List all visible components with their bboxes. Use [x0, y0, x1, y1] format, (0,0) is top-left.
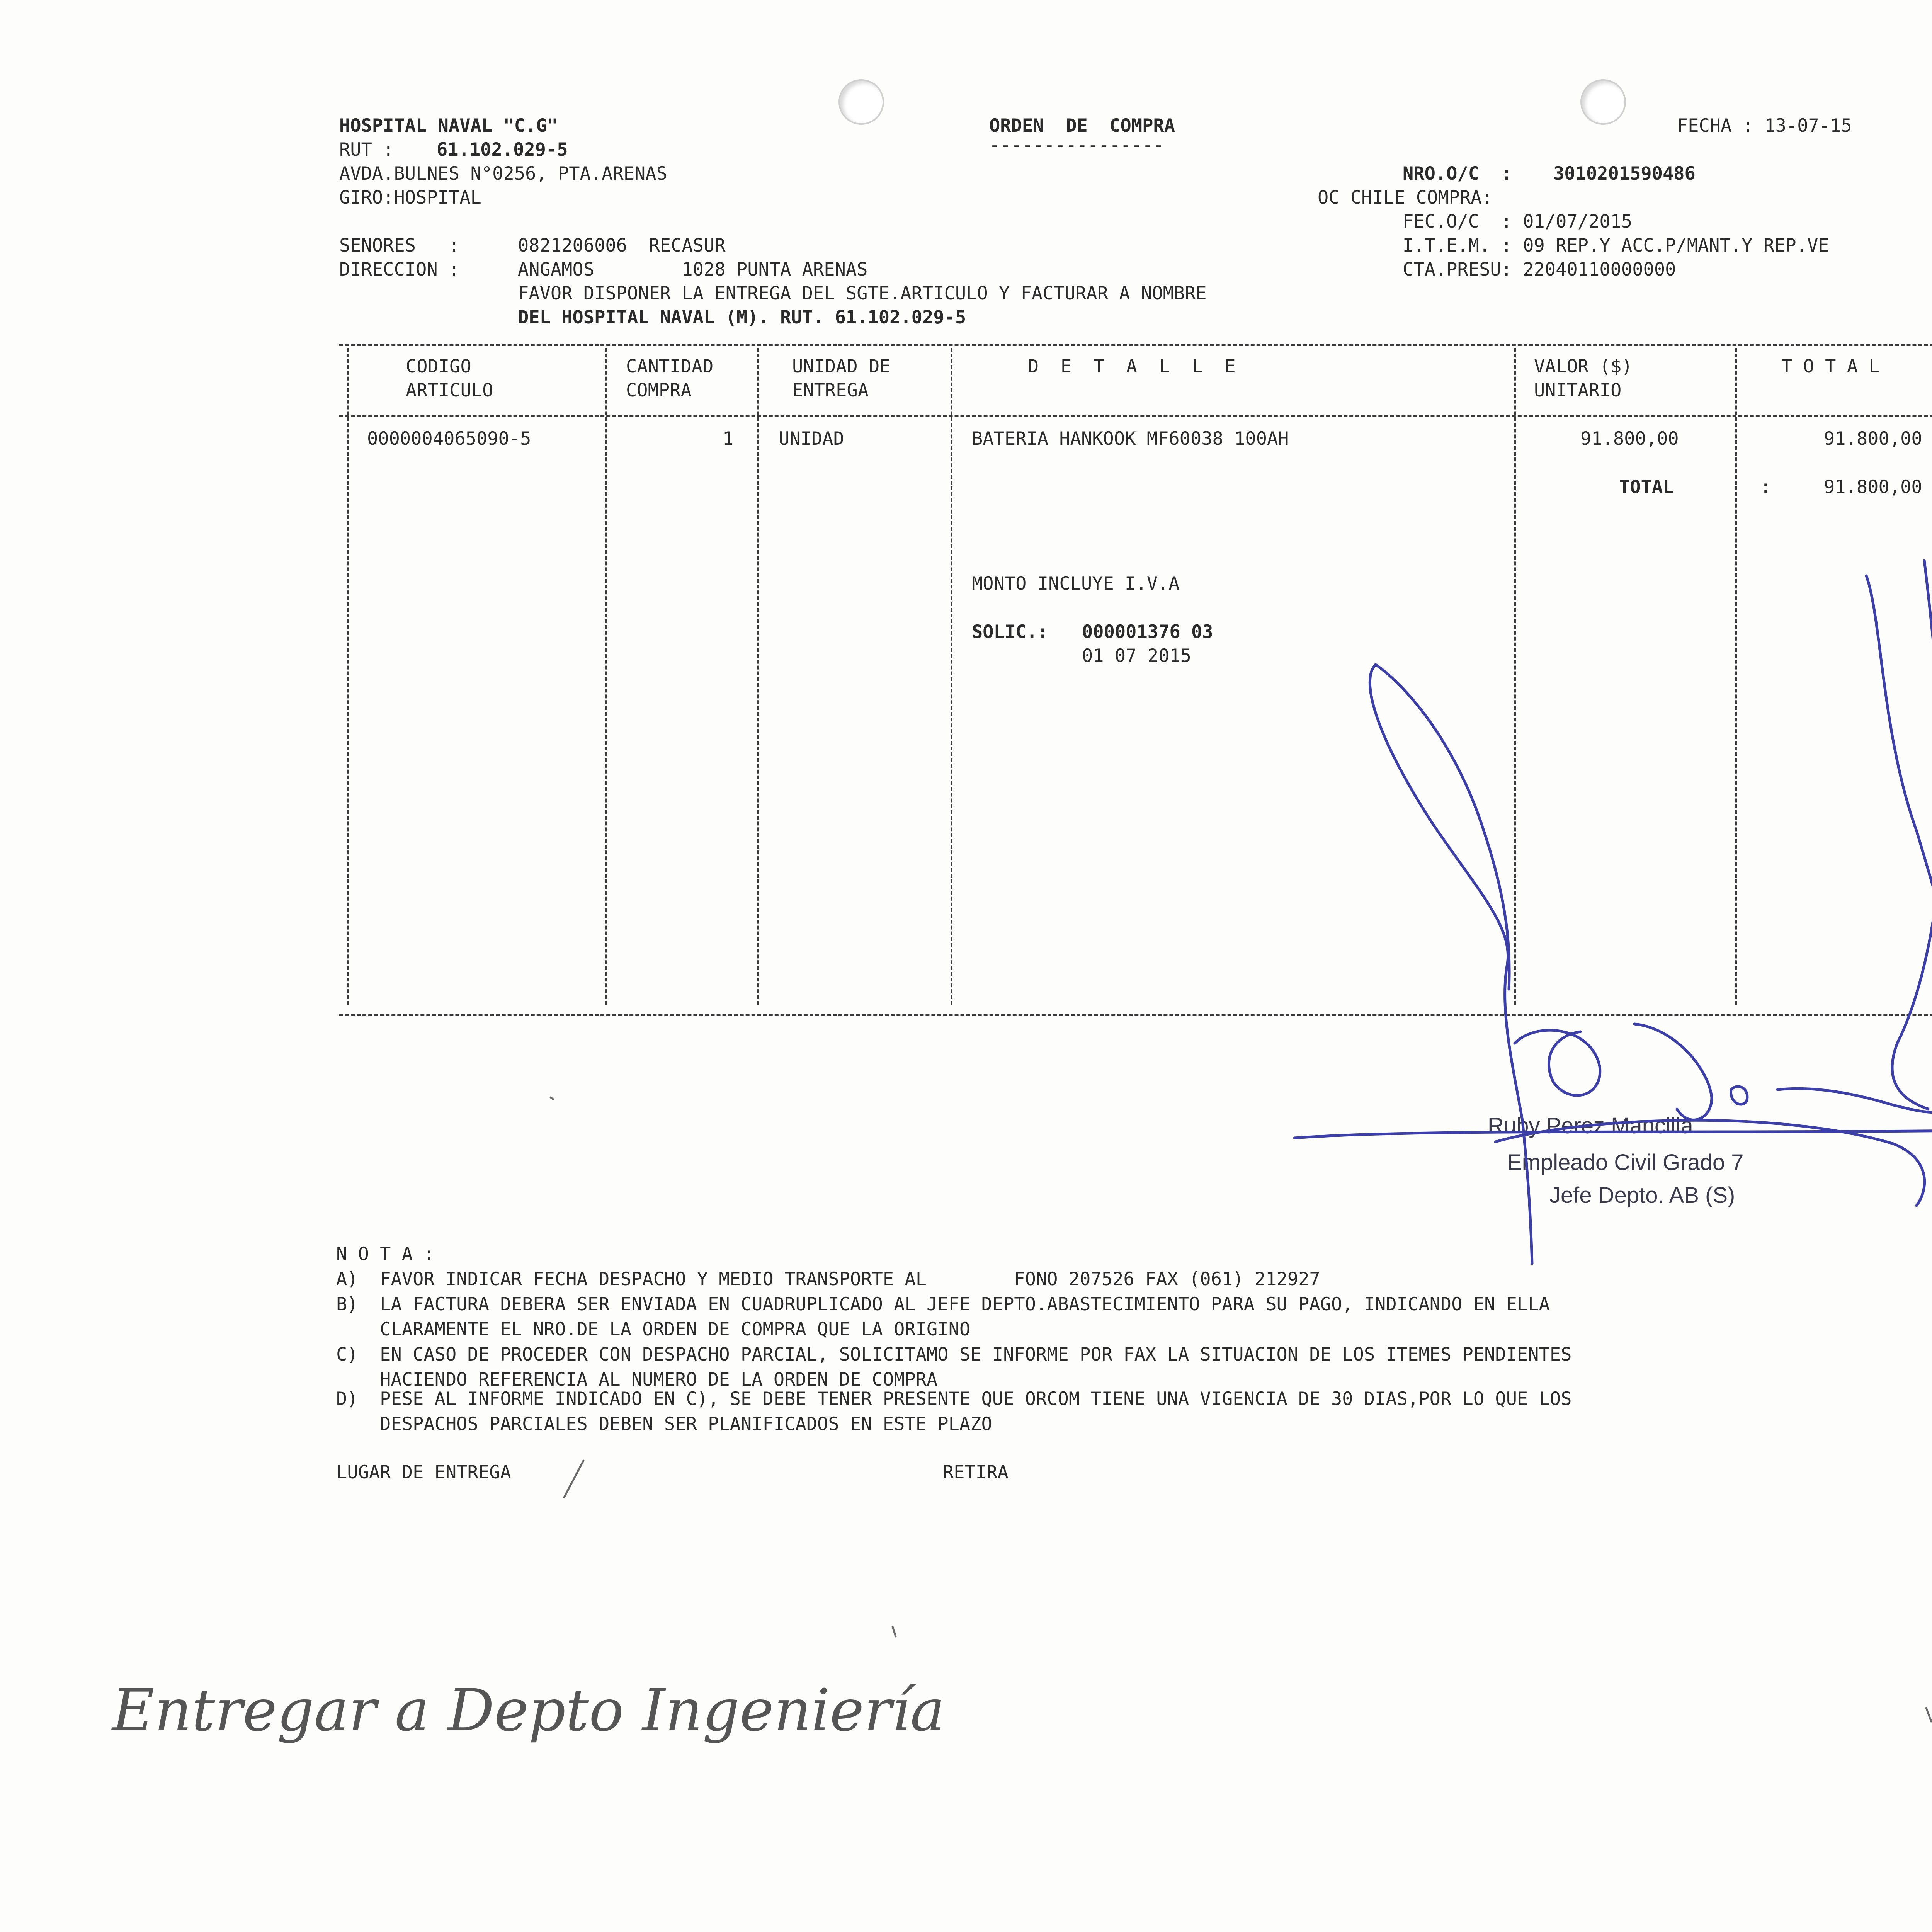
senores-value: 0821206006 RECASUR	[518, 235, 726, 256]
total-label: TOTAL	[1619, 476, 1674, 498]
order-date: FECHA : 13-07-15	[1677, 115, 1852, 136]
senores-label: SENORES :	[339, 235, 460, 256]
rut-label: RUT :	[339, 139, 394, 160]
monto-incluye-iva: MONTO INCLUYE I.V.A	[972, 573, 1180, 594]
direccion-value: ANGAMOS 1028 PUNTA ARENAS	[518, 259, 868, 280]
row-codigo: 0000004065090-5	[367, 428, 531, 449]
stamp-name: Ruby Perez Mancilla	[1488, 1113, 1693, 1138]
col-header-cantidad: CANTIDAD	[626, 356, 714, 377]
doc-title-underline: ----------------	[989, 134, 1164, 156]
hospital-giro: GIRO:HOSPITAL	[339, 187, 481, 208]
cta-presu: CTA.PRESU: 22040110000000	[1403, 259, 1676, 280]
nro-oc-value: 3010201590486	[1553, 163, 1696, 184]
row-valor: 91.800,00	[1580, 428, 1679, 449]
doc-title: ORDEN DE COMPRA	[989, 115, 1175, 136]
row-total: 91.800,00	[1824, 428, 1922, 449]
note-b-line-2: CLARAMENTE EL NRO.DE LA ORDEN DE COMPRA QUE LA ORIGINO	[336, 1319, 971, 1340]
col-header-total: T O T A L	[1781, 356, 1880, 377]
item-code: I.T.E.M. : 09 REP.Y ACC.P/MANT.Y REP.VE	[1403, 235, 1829, 256]
hospital-name: HOSPITAL NAVAL "C.G"	[339, 115, 558, 136]
note-d-line-1: D) PESE AL INFORME INDICADO EN C), SE DEBE TENER PRESENTE QUE ORCOM TIENE UNA VIGENCIA DE 30 DIAS,POR LO QUE LOS	[336, 1388, 1572, 1410]
note-a: A) FAVOR INDICAR FECHA DESPACHO Y MEDIO TRANSPORTE AL FONO 207526 FAX (061) 212927	[336, 1269, 1320, 1290]
solic-label: SOLIC.:	[972, 621, 1049, 643]
total-colon: :	[1760, 476, 1771, 498]
instruction-line-2: DEL HOSPITAL NAVAL (M). RUT. 61.102.029-5	[518, 307, 966, 328]
nro-oc-label: NRO.O/C :	[1403, 163, 1512, 184]
stamp-dept: Jefe Depto. AB (S)	[1549, 1183, 1735, 1208]
rut-value: 61.102.029-5	[437, 139, 568, 160]
col-header-valor: VALOR ($)	[1534, 356, 1633, 377]
instruction-line-1: FAVOR DISPONER LA ENTREGA DEL SGTE.ARTICULO Y FACTURAR A NOMBRE	[518, 283, 1207, 304]
hospital-address: AVDA.BULNES N°0256, PTA.ARENAS	[339, 163, 667, 184]
note-b-line-1: B) LA FACTURA DEBERA SER ENVIADA EN CUADRUPLICADO AL JEFE DEPTO.ABASTECIMIENTO PARA SU PAGO, INDICANDO EN ELLA	[336, 1294, 1550, 1315]
oc-chile-compra: OC CHILE COMPRA:	[1318, 187, 1493, 208]
total-value: 91.800,00	[1824, 476, 1922, 498]
col-header-codigo: CODIGO	[406, 356, 471, 377]
col-header-entrega: ENTREGA	[792, 380, 869, 401]
col-header-detalle: D E T A L L E	[1028, 356, 1236, 377]
solic-value: 000001376 03	[1082, 621, 1213, 643]
row-unidad: UNIDAD	[779, 428, 844, 449]
col-header-unitario: UNITARIO	[1534, 380, 1622, 401]
col-header-compra: COMPRA	[626, 380, 692, 401]
handwritten-note: Entregar a Depto Ingeniería	[112, 1677, 945, 1744]
lugar-de-entrega: LUGAR DE ENTREGA	[336, 1462, 511, 1483]
note-c-line-1: C) EN CASO DE PROCEDER CON DESPACHO PARCIAL, SOLICITAMO SE INFORME POR FAX LA SITUACION DE LOS ITEMES PENDIENTES	[336, 1344, 1572, 1365]
stamp-role: Empleado Civil Grado 7	[1507, 1150, 1744, 1175]
row-cantidad: 1	[723, 428, 734, 449]
note-c-line-2: HACIENDO REFERENCIA AL NUMERO DE LA ORDEN DE COMPRA	[336, 1369, 938, 1390]
solic-date: 01 07 2015	[1082, 645, 1191, 667]
notes-title: N O T A :	[336, 1243, 435, 1265]
note-d-line-2: DESPACHOS PARCIALES DEBEN SER PLANIFICADOS EN ESTE PLAZO	[336, 1413, 992, 1435]
col-header-unidad: UNIDAD DE	[792, 356, 891, 377]
col-header-articulo: ARTICULO	[406, 380, 493, 401]
fec-oc: FEC.O/C : 01/07/2015	[1403, 211, 1633, 232]
direccion-label: DIRECCION :	[339, 259, 460, 280]
retira: RETIRA	[943, 1462, 1009, 1483]
row-detalle: BATERIA HANKOOK MF60038 100AH	[972, 428, 1289, 449]
